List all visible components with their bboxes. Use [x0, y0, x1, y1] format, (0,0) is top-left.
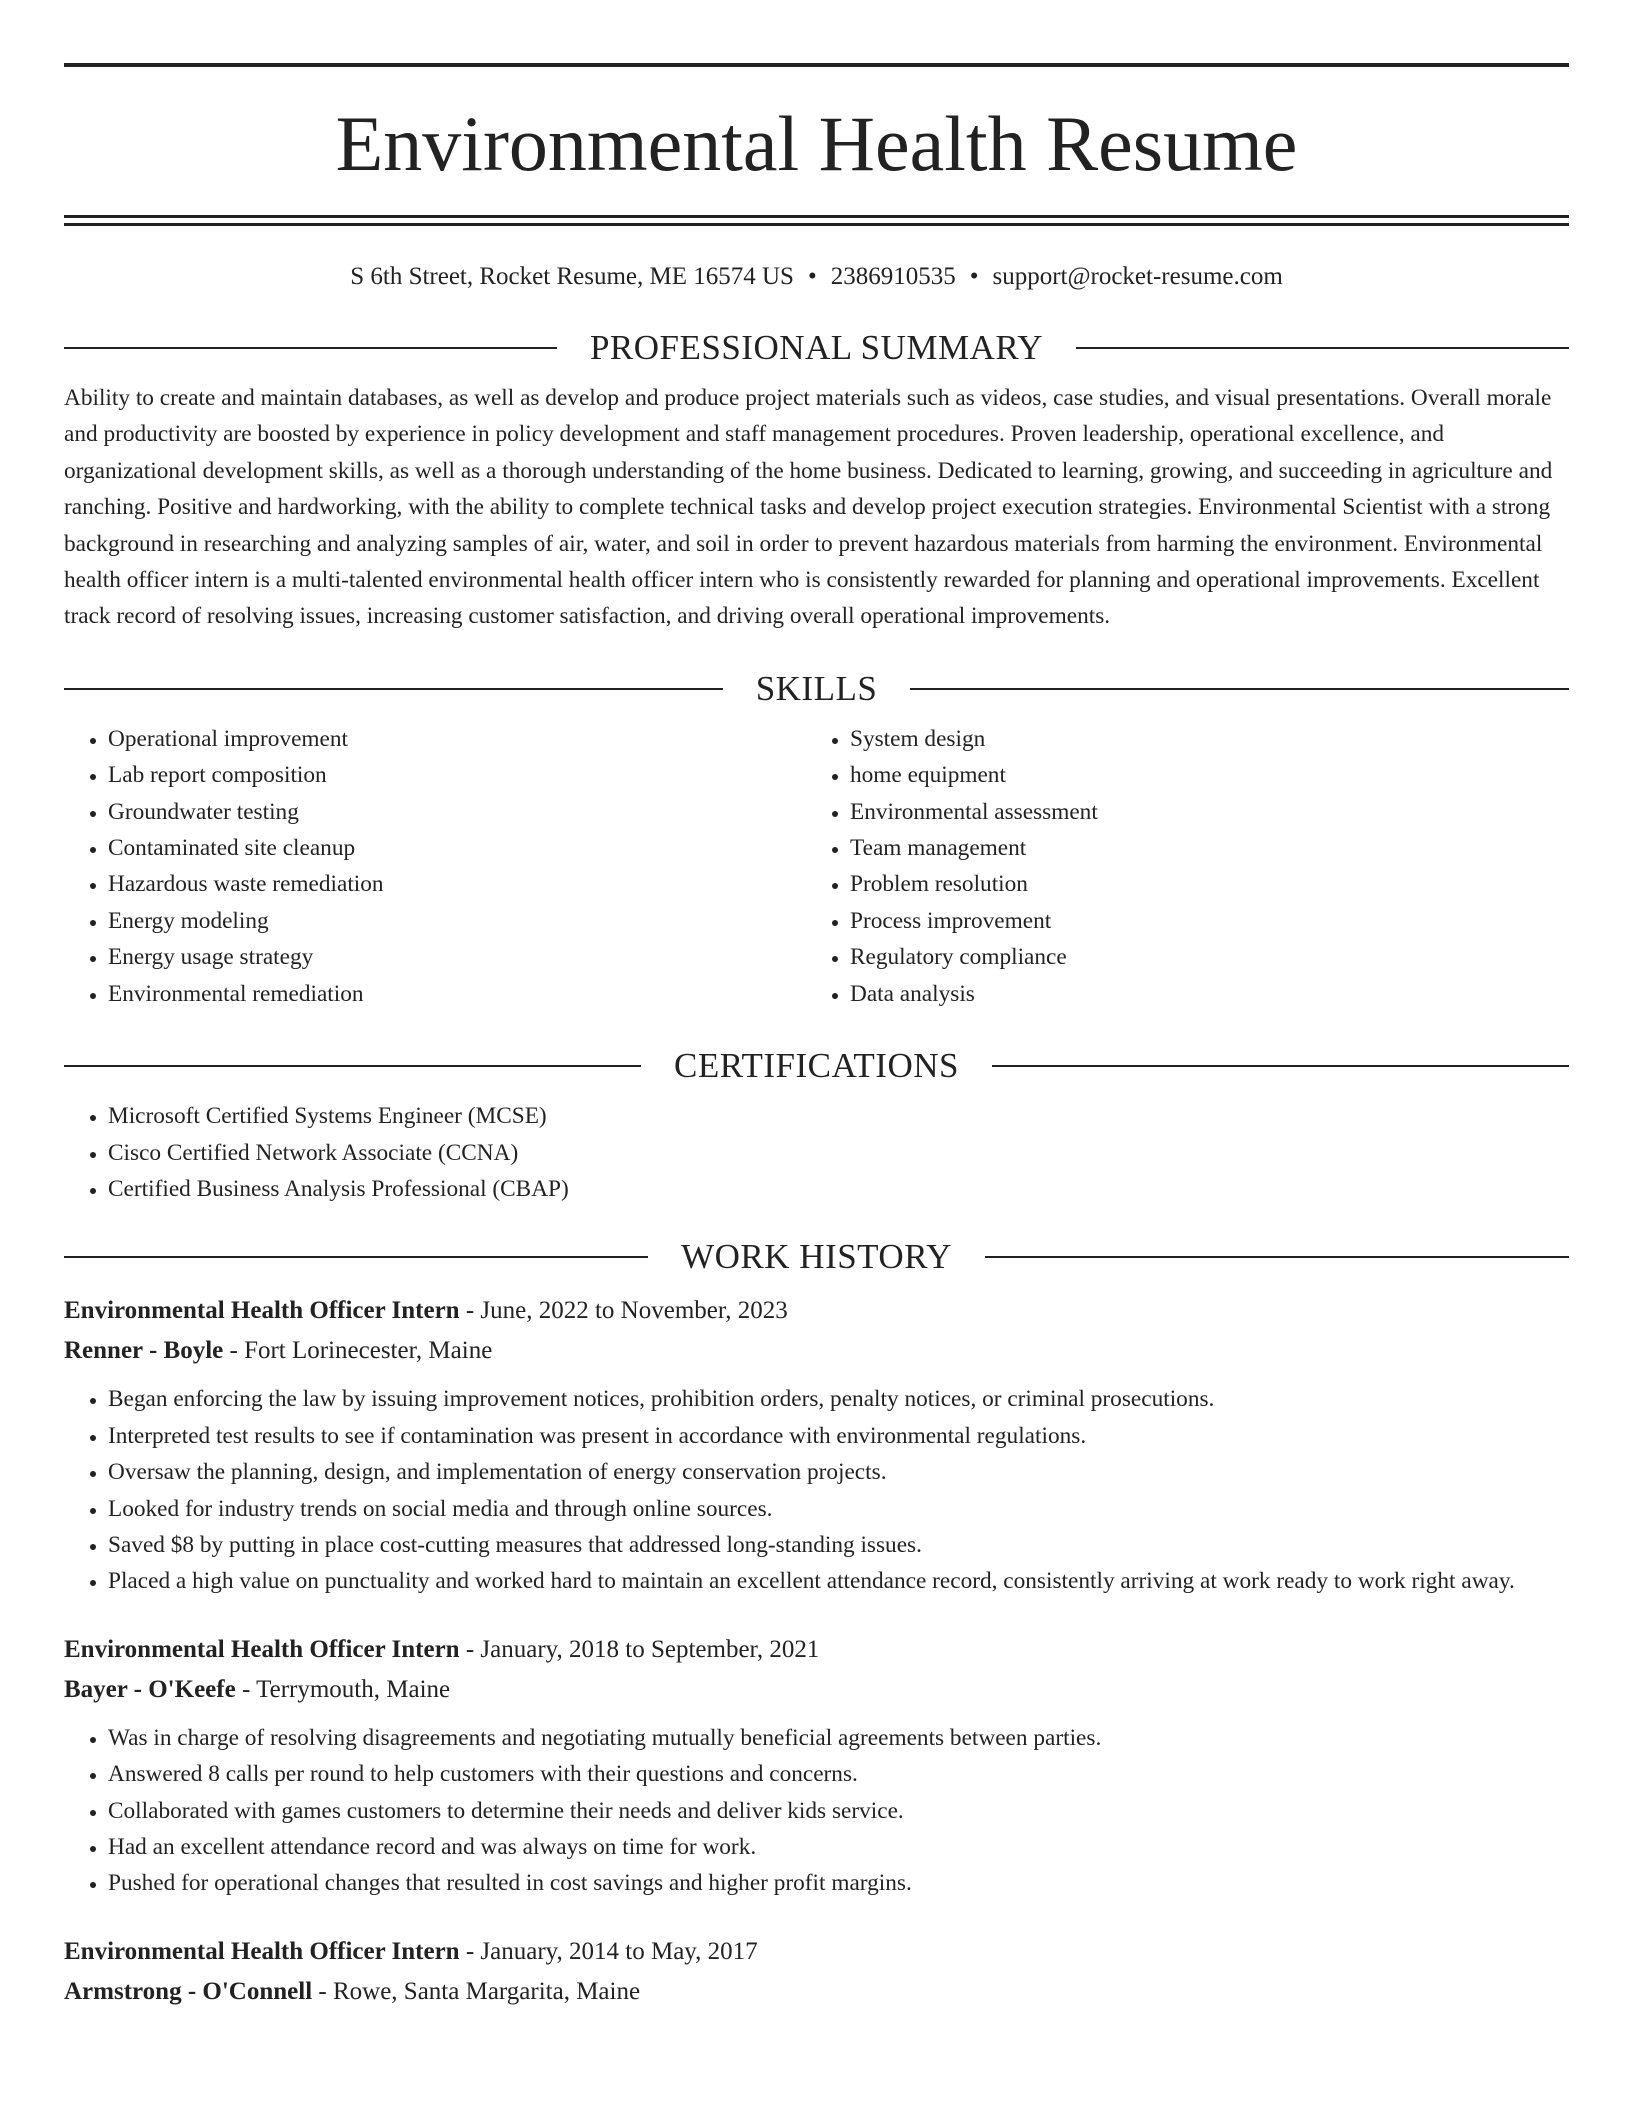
certifications-bullets	[64, 1098, 1569, 1207]
contact-separator: •	[807, 263, 817, 290]
heading-rule-right	[910, 688, 1569, 690]
contact-email: support@rocket-resume.com	[992, 263, 1283, 290]
skill-item: • Problem resolution	[850, 866, 1548, 902]
job-duty-item: • Saved $8 by putting in place cost-cutting measures that addressed long-standing issues.	[108, 1527, 1569, 1563]
certification-item: • Cisco Certified Network Associate (CCNA)	[108, 1135, 1569, 1171]
job-duty-item: • Placed a high value on punctuality and worked hard to maintain an excellent attendance record, consistently arriving at work ready to work right away.	[108, 1563, 1569, 1599]
job-company: Renner - Boyle	[64, 1337, 224, 1365]
work-history-list	[64, 1291, 1569, 2011]
job-title-line	[64, 1932, 1569, 1972]
certifications-section-heading	[64, 1046, 1569, 1086]
job-duty-item: • Was in charge of resolving disagreements and negotiating mutually beneficial agreements between parties.	[108, 1720, 1569, 1756]
skills-section-heading	[64, 669, 1569, 709]
job-duties-list	[64, 1720, 1569, 1902]
work-section-heading	[64, 1237, 1569, 1277]
contact-phone: 2386910535	[830, 263, 956, 290]
skill-item: • Contaminated site cleanup	[108, 830, 806, 866]
job-company-line	[64, 1972, 1569, 2012]
heading-rule-left	[64, 347, 557, 349]
job-title: Environmental Health Officer Intern	[64, 1937, 460, 1965]
job-duty-item: • Looked for industry trends on social media and through online sources.	[108, 1491, 1569, 1527]
skill-item: • Environmental remediation	[108, 976, 806, 1012]
top-rule	[64, 63, 1569, 67]
job-dates: - January, 2018 to September, 2021	[459, 1635, 820, 1663]
job-title-line	[64, 1630, 1569, 1670]
certification-item: • Certified Business Analysis Professional (CBAP)	[108, 1171, 1569, 1207]
contact-address: S 6th Street, Rocket Resume, ME 16574 US	[350, 263, 794, 290]
job-duty-item: • Pushed for operational changes that resulted in cost savings and higher profit margins.	[108, 1865, 1569, 1901]
job-duty-item: • Had an excellent attendance record and was always on time for work.	[108, 1829, 1569, 1865]
skill-item: • home equipment	[850, 757, 1548, 793]
skills-right-list	[806, 721, 1548, 1012]
contact-line	[64, 262, 1569, 292]
skills-left-list	[64, 721, 806, 1012]
job-duty-item: • Collaborated with games customers to determine their needs and deliver kids service.	[108, 1793, 1569, 1829]
summary-heading-label: PROFESSIONAL SUMMARY	[589, 328, 1044, 367]
job-title: Environmental Health Officer Intern	[64, 1635, 460, 1663]
skill-item: • Team management	[850, 830, 1548, 866]
job-duty-item: • Oversaw the planning, design, and implementation of energy conservation projects.	[108, 1454, 1569, 1490]
heading-rule-left	[64, 1065, 641, 1067]
job-title-line	[64, 1291, 1569, 1331]
skill-item: • Groundwater testing	[108, 794, 806, 830]
skill-item: • Lab report composition	[108, 757, 806, 793]
heading-rule-right	[985, 1256, 1569, 1258]
job-location: - Terrymouth, Maine	[235, 1675, 451, 1703]
skill-item: • Operational improvement	[108, 721, 806, 757]
heading-rule-right	[992, 1065, 1569, 1067]
job-company-line	[64, 1670, 1569, 1710]
job-duty-item: • Answered 8 calls per round to help customers with their questions and concerns.	[108, 1756, 1569, 1792]
job-entry	[64, 1932, 1569, 2012]
heading-rule-left	[64, 1256, 648, 1258]
work-heading-label: WORK HISTORY	[681, 1237, 952, 1277]
skills-list	[64, 721, 1569, 1012]
skills-heading-label: SKILLS	[755, 668, 878, 708]
skill-item: • Process improvement	[850, 903, 1548, 939]
skill-item: • Data analysis	[850, 976, 1548, 1012]
certifications-heading-label: CERTIFICATIONS	[674, 1046, 959, 1086]
job-title: Environmental Health Officer Intern	[64, 1297, 460, 1325]
skill-item: • Regulatory compliance	[850, 939, 1548, 975]
certification-item: • Microsoft Certified Systems Engineer (MCSE)	[108, 1098, 1569, 1134]
skill-item: • Energy usage strategy	[108, 939, 806, 975]
resume-title: Environmental Health Resume	[335, 100, 1298, 187]
job-dates: - June, 2022 to November, 2023	[459, 1297, 788, 1325]
job-dates: - January, 2014 to May, 2017	[459, 1937, 758, 1965]
contact-separator: •	[969, 263, 979, 290]
resume-content	[64, 63, 1569, 2012]
heading-rule-left	[64, 688, 723, 690]
skill-item: • Energy modeling	[108, 903, 806, 939]
skills-column-right	[806, 721, 1548, 1012]
job-duty-item: • Interpreted test results to see if contamination was present in accordance with environmental regulations.	[108, 1418, 1569, 1454]
title-double-rule	[64, 215, 1569, 226]
job-entry	[64, 1630, 1569, 1902]
skill-item: • System design	[850, 721, 1548, 757]
job-location: - Rowe, Santa Margarita, Maine	[312, 1977, 641, 2005]
professional-summary-text: Ability to create and maintain databases, as well as develop and produce project materials such as videos, case studies, and visual presentations. Overall morale and productivity are boosted by experience in policy development and staff management procedures. Proven leadership, operational excellence, and organizational development skills, as well as a thorough understanding of the home business. Dedicated to learning, growing, and succeeding in agriculture and ranching. Positive and hardworking, with the ability to complete technical tasks and develop project execution strategies. Environmental Scientist with a strong background in researching and analyzing samples of air, water, and soil in order to prevent hazardous materials from harming the environment. Environmental health officer intern is a multi-talented environmental health officer intern who is consistently rewarded for planning and operational improvements. Excellent track record of resolving issues, increasing customer satisfaction, and driving overall operational improvements.	[64, 385, 1553, 630]
summary-section-heading	[64, 328, 1569, 368]
job-company: Armstrong - O'Connell	[64, 1977, 313, 2005]
skills-column-left	[64, 721, 806, 1012]
job-company: Bayer - O'Keefe	[64, 1675, 236, 1703]
certifications-list	[64, 1098, 1569, 1207]
skill-item: • Environmental assessment	[850, 794, 1548, 830]
job-location: - Fort Lorinecester, Maine	[223, 1337, 493, 1365]
skill-item: • Hazardous waste remediation	[108, 866, 806, 902]
job-duty-item: • Began enforcing the law by issuing improvement notices, prohibition orders, penalty notices, or criminal prosecutions.	[108, 1381, 1569, 1417]
job-entry	[64, 1291, 1569, 1599]
job-duties-list	[64, 1381, 1569, 1599]
heading-rule-right	[1076, 347, 1569, 349]
job-company-line	[64, 1331, 1569, 1371]
